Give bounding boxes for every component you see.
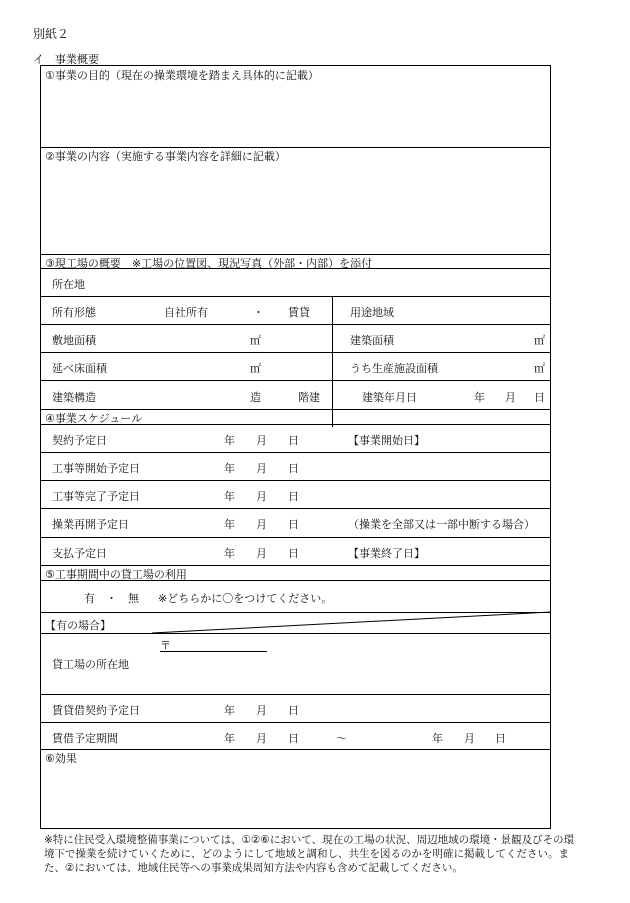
year-unit: 年 xyxy=(224,704,235,717)
postal-underline xyxy=(160,651,267,652)
day-unit: 日 xyxy=(288,732,299,745)
structure-unit: 造 xyxy=(250,391,261,404)
rental-location-label: 貸工場の所在地 xyxy=(52,658,129,671)
divider xyxy=(40,749,551,750)
schedule-label: 工事等完了予定日 xyxy=(52,490,140,503)
structure-label: 建築構造 xyxy=(52,391,96,404)
location-label: 所在地 xyxy=(52,278,85,291)
divider xyxy=(40,694,551,695)
lease-period-label: 賃借予定期間 xyxy=(52,732,118,745)
lease-contract-label: 賃貸借契約予定日 xyxy=(52,704,140,717)
day-unit: 日 xyxy=(288,434,299,447)
s4-title: ④事業スケジュール xyxy=(45,412,143,425)
year-unit: 年 xyxy=(224,490,235,503)
building-area-label: 建築面積 xyxy=(350,334,394,347)
total-floor-label: 延べ床面積 xyxy=(52,362,107,375)
day-unit: 日 xyxy=(288,490,299,503)
doc-label: 別紙２ xyxy=(33,27,70,41)
s6-title: ⑥効果 xyxy=(45,752,77,765)
month-unit: 月 xyxy=(256,518,267,531)
month-unit: 月 xyxy=(256,704,267,717)
day-unit: 日 xyxy=(288,547,299,560)
day-unit: 日 xyxy=(288,518,299,531)
postal-mark: 〒 xyxy=(160,639,171,652)
owned-option: 自社所有 xyxy=(164,306,208,319)
choice-options: 有 ・ 無 xyxy=(84,592,139,605)
built-date-label: 建築年月日 xyxy=(362,391,417,404)
year-unit: 年 xyxy=(432,732,443,745)
choice-note: ※どちらかに〇をつけてください。 xyxy=(158,592,333,605)
month-unit: 月 xyxy=(464,732,475,745)
day-unit: 日 xyxy=(495,732,506,745)
month-unit: 月 xyxy=(256,462,267,475)
s5-title: ⑤工事期間中の貸工場の利用 xyxy=(45,568,187,581)
day-unit: 日 xyxy=(288,704,299,717)
section-title: イ 事業概要 xyxy=(33,53,99,66)
schedule-note: （操業を全部又は一部中断する場合） xyxy=(348,518,535,531)
unit-m2: ㎡ xyxy=(250,362,261,375)
production-area-label: うち生産施設面積 xyxy=(350,362,438,375)
day-unit: 日 xyxy=(288,462,299,475)
site-area-label: 敷地面積 xyxy=(52,334,96,347)
dot: ・ xyxy=(253,306,264,319)
rented-option: 賃貸 xyxy=(288,306,310,319)
year-unit: 年 xyxy=(224,547,235,560)
divider xyxy=(40,722,551,723)
tilde: ～ xyxy=(336,732,347,745)
divider xyxy=(40,633,551,634)
month-unit: 月 xyxy=(256,490,267,503)
month-unit: 月 xyxy=(256,434,267,447)
unit-m2: ㎡ xyxy=(534,334,545,347)
schedule-label: 工事等開始予定日 xyxy=(52,462,140,475)
year-unit: 年 xyxy=(224,732,235,745)
day-unit: 日 xyxy=(534,391,545,404)
if-yes-label: 【有の場合】 xyxy=(45,619,111,632)
month-unit: 月 xyxy=(505,391,516,404)
s2-title: ②事業の内容（実施する事業内容を詳細に記載） xyxy=(45,150,286,163)
schedule-label: 契約予定日 xyxy=(52,434,107,447)
floors-unit: 階建 xyxy=(298,391,320,404)
year-unit: 年 xyxy=(224,434,235,447)
s3-title: ③現工場の概要 ※工場の位置図、現況写真（外部・内部）を添付 xyxy=(45,257,373,270)
schedule-note: 【事業終了日】 xyxy=(348,547,425,560)
zoning-label: 用途地域 xyxy=(350,306,394,319)
footnote: ※特に住民受入環境整備事業については、①②⑥において、現在の工場の状況、周辺地域の環境・景観及びその環境下で操業を続けていくために、どのようにして地域と調和し、共生を図るのかを明確に掲載してください。また、②においては、地域住民等への事業成果周知方法や内容も含めて記載してください。 xyxy=(44,834,575,874)
schedule-note: 【事業開始日】 xyxy=(348,434,425,447)
schedule-label: 操業再開予定日 xyxy=(52,518,129,531)
year-unit: 年 xyxy=(224,518,235,531)
year-unit: 年 xyxy=(474,391,485,404)
schedule-label: 支払予定日 xyxy=(52,547,107,560)
s1-title: ①事業の目的（現在の操業環境を踏まえ具体的に記載） xyxy=(45,69,319,82)
month-unit: 月 xyxy=(256,732,267,745)
ownership-label: 所有形態 xyxy=(52,306,96,319)
unit-m2: ㎡ xyxy=(250,334,261,347)
month-unit: 月 xyxy=(256,547,267,560)
unit-m2: ㎡ xyxy=(534,362,545,375)
year-unit: 年 xyxy=(224,462,235,475)
